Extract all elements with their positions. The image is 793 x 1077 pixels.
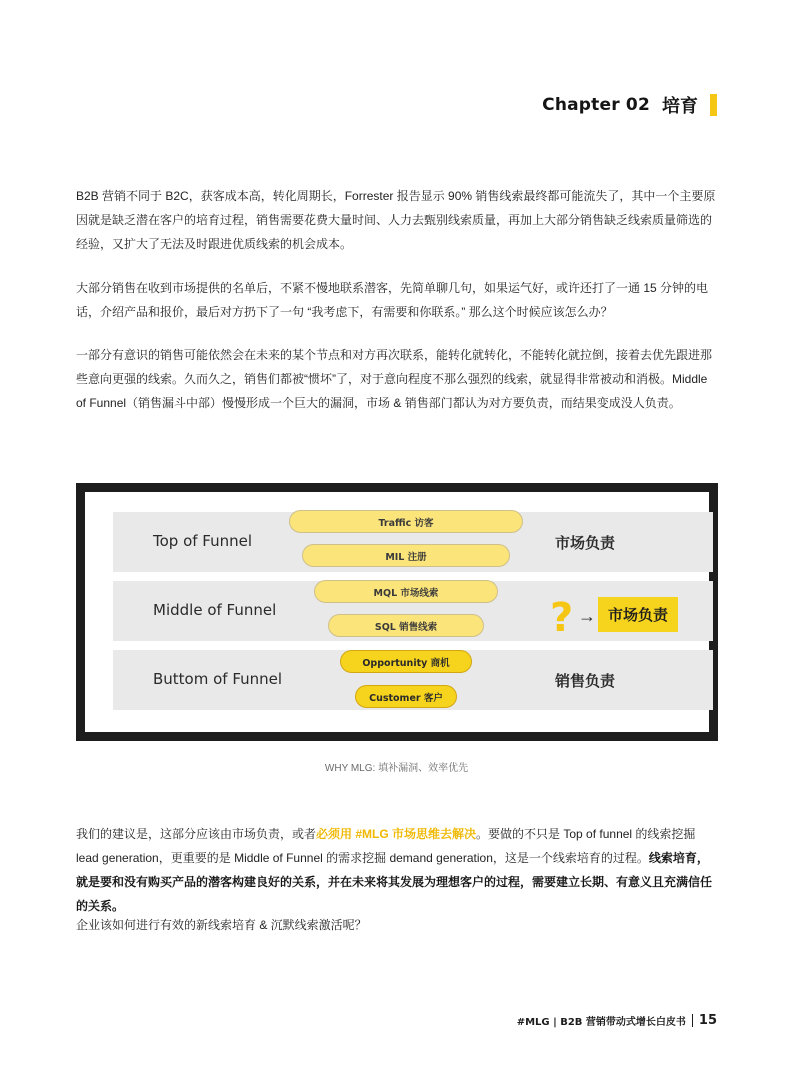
figure-caption: WHY MLG: 填补漏洞、效率优先 [324,763,469,774]
funnel-row-label-top: Top of Funnel [153,532,253,550]
funnel-stage-customer: Customer 客户 [355,685,457,708]
footer-divider [692,1014,693,1027]
paragraph-3: 一部分有意识的销售可能依然会在未来的某个节点和对方再次联系，能转化就转化，不能转化就拉倒，接着去优先跟进那些意向更强的线索。久而久之，销售们都被“惯坏”了，对于意向程度不那么强烈的线索，就显得非常被动和消极。Middle of Funnel（销售漏斗中部）慢慢形成一个巨大的漏洞，市场 & 销售部门都认为对方要负责，而结果变成没人负责。 [76,348,713,410]
funnel-stage-mql: MQL 市场线索 [314,580,498,603]
paragraph-4-bold: 线索培育，就是要和没有购买产品的潜客构建良好的关系，并在未来将其发展为理想客户的过程，需要建立长期、有意义且充满信任的关系。 [76,851,713,913]
funnel-stage-mil: MIL 注册 [302,544,510,567]
funnel-stage-traffic: Traffic 访客 [289,510,523,533]
chapter-accent-bar [710,94,717,116]
paragraph-4-text-b: 。要做的不只是 Top of funnel 的线索挖掘 lead generation，更重要的是 Middle of Funnel 的需求挖掘 demand generation，这是一个线索培育的过程。 [76,827,696,865]
chapter-header [542,93,717,117]
funnel-figure [76,483,718,741]
funnel-resp-middle: 市场负责 [598,597,678,632]
paragraph-2: 大部分销售在收到市场提供的名单后，不紧不慢地联系潜客，先简单聊几句，如果运气好，或许还打了一通 15 分钟的电话，介绍产品和报价，最后对方扔下了一句 “我考虑下，有需要和你联系。” 那么这个时候应该怎么办？ [76,281,709,319]
question-mark-icon: ? [550,595,574,641]
funnel-row-label-middle: Middle of Funnel [153,601,277,619]
funnel-resp-bottom: 销售负责 [555,672,616,690]
funnel-stage-opportunity: Opportunity 商机 [340,650,472,673]
paragraph-4-text-a: 我们的建议是，这部分应该由市场负责，或者 [76,827,317,841]
funnel-figure-canvas [85,492,709,732]
page-number: 15 [698,1013,717,1028]
paragraph-5: 企业该如何进行有效的新线索培育 & 沉默线索激活呢？ [76,918,367,932]
paragraph-4 [76,822,718,918]
paragraph-1: B2B 营销不同于 B2C，获客成本高，转化周期长，Forrester 报告显示 90% 销售线索最终都可能流失了，其中一个主要原因就是缺乏潜在客户的培育过程，销售需要花费大量时间、人力去甄别线索质量，再加上大部分销售缺乏线索质量筛选的经验，又扩大了无法及时跟进优质线索的机会成本。 [76,189,716,251]
chapter-label: Chapter 02 [542,95,650,115]
footer-title: #MLG | B2B 营销带动式增长白皮书 [516,1017,686,1028]
funnel-row-label-bottom: Buttom of Funnel [153,670,283,688]
funnel-resp-top: 市场负责 [555,534,616,552]
paragraph-4-highlight: 必须用 #MLG 市场思维去解决 [316,827,477,841]
chapter-title: 培育 [662,96,698,117]
page-footer [517,1013,717,1028]
funnel-stage-sql: SQL 销售线索 [328,614,484,637]
arrow-right-icon: → [578,606,596,626]
